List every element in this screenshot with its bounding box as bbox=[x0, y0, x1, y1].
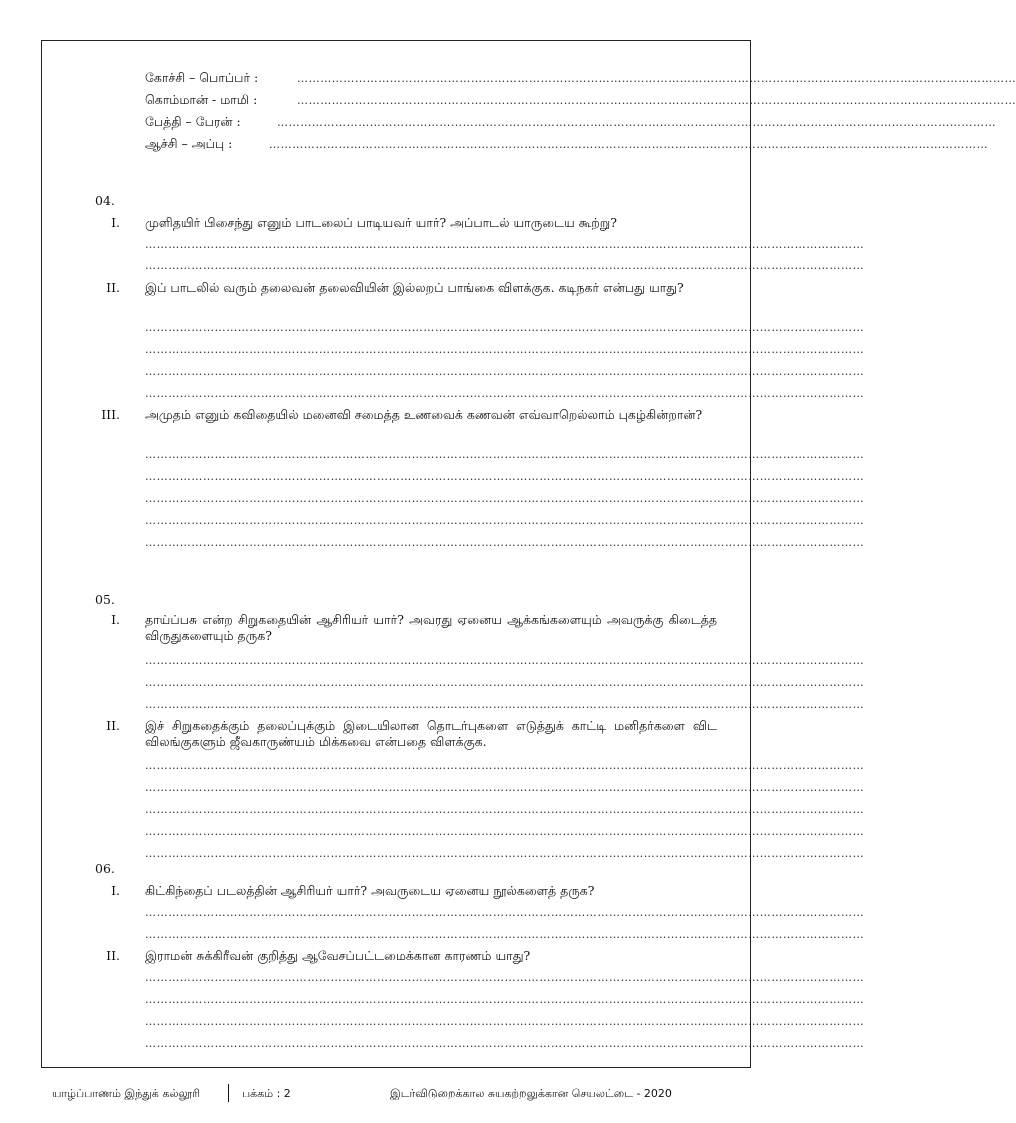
section-number: 06. bbox=[95, 861, 115, 876]
answer-line[interactable]: …………………………………………………………………………………………………………………………………………………………………… bbox=[145, 803, 865, 816]
answer-line[interactable]: …………………………………………………………………………………………………………………………………………………………………… bbox=[145, 993, 865, 1006]
question-numeral: II. bbox=[106, 280, 120, 295]
footer-separator bbox=[228, 1084, 229, 1102]
answer-line[interactable]: …………………………………………………………………………………………………………………………………………………………………… bbox=[145, 514, 865, 527]
answer-line[interactable]: …………………………………………………………………………………………………………………………………………………………………… bbox=[145, 698, 865, 711]
answer-line[interactable]: …………………………………………………………………………………………………………………………………………………………………… bbox=[145, 492, 865, 505]
answer-line[interactable]: …………………………………………………………………………………………………………………………………………………………………… bbox=[145, 387, 865, 400]
answer-line[interactable]: …………………………………………………………………………………………………………………………………………………………………… bbox=[145, 470, 865, 483]
question-text: கிட்கிந்தைப் படலத்தின் ஆசிரியர் யார்? அவருடைய ஏனைய நூல்களைத் தருக? bbox=[145, 883, 595, 898]
section-number: 04. bbox=[95, 193, 115, 208]
relation-answer-line[interactable]: …………………………………………………………………………………………………………………………………………………………………… bbox=[277, 116, 997, 129]
answer-line[interactable]: …………………………………………………………………………………………………………………………………………………………………… bbox=[145, 781, 865, 794]
answer-line[interactable]: …………………………………………………………………………………………………………………………………………………………………… bbox=[145, 847, 865, 860]
question-text: முளிதயிர் பிசைந்து எனும் பாடலைப் பாடியவர் யார்? அப்பாடல் யாருடைய கூற்று? bbox=[145, 215, 617, 230]
answer-line[interactable]: …………………………………………………………………………………………………………………………………………………………………… bbox=[145, 759, 865, 772]
answer-line[interactable]: …………………………………………………………………………………………………………………………………………………………………… bbox=[145, 259, 865, 272]
question-numeral: I. bbox=[111, 215, 120, 230]
answer-line[interactable]: …………………………………………………………………………………………………………………………………………………………………… bbox=[145, 365, 865, 378]
answer-line[interactable]: …………………………………………………………………………………………………………………………………………………………………… bbox=[145, 676, 865, 689]
section-number: 05. bbox=[95, 592, 115, 607]
question-numeral: III. bbox=[101, 407, 120, 422]
answer-line[interactable]: …………………………………………………………………………………………………………………………………………………………………… bbox=[145, 971, 865, 984]
answer-line[interactable]: …………………………………………………………………………………………………………………………………………………………………… bbox=[145, 928, 865, 941]
relation-answer-line[interactable]: …………………………………………………………………………………………………………………………………………………………………… bbox=[297, 94, 1016, 107]
footer-page-number: பக்கம் : 2 bbox=[242, 1087, 291, 1100]
relation-label: பேத்தி – பேரன் : bbox=[145, 114, 241, 129]
answer-line[interactable]: …………………………………………………………………………………………………………………………………………………………………… bbox=[145, 1015, 865, 1028]
relation-label: கோச்சி – பொப்பர் : bbox=[145, 70, 259, 85]
answer-line[interactable]: …………………………………………………………………………………………………………………………………………………………………… bbox=[145, 536, 865, 549]
question-text: இப் பாடலில் வரும் தலைவன் தலைவியின் இல்லறப் பாங்கை விளக்குக. கடிநகர் என்பது யாது? bbox=[145, 280, 684, 295]
relation-answer-line[interactable]: …………………………………………………………………………………………………………………………………………………………………… bbox=[269, 138, 989, 151]
footer-document-title: இடர்விடுறைக்கால சுயகற்றலுக்கான செயலட்டை - 2020 bbox=[390, 1087, 672, 1100]
footer-school-name: யாழ்ப்பாணம் இந்துக் கல்லூரி bbox=[52, 1087, 200, 1100]
question-numeral: II. bbox=[106, 718, 120, 733]
answer-line[interactable]: …………………………………………………………………………………………………………………………………………………………………… bbox=[145, 1037, 865, 1050]
question-text: தாய்ப்பசு என்ற சிறுகதையின் ஆசிரியர் யார்? அவரது ஏனைய ஆக்கங்களையும் அவருக்கு கிடைத்த விருதுகளையும் தருக? bbox=[145, 612, 717, 643]
relation-label: ஆச்சி – அப்பு : bbox=[145, 136, 233, 151]
answer-line[interactable]: …………………………………………………………………………………………………………………………………………………………………… bbox=[145, 343, 865, 356]
question-text: இச் சிறுகதைக்கும் தலைப்புக்கும் இடையிலான தொடர்புகளை எடுத்துக் காட்டி மனிதர்களை விட விலங்குகளும் ஜீவகாருண்யம் மிக்கவை என்பதை விளக்குக. bbox=[145, 718, 717, 749]
answer-line[interactable]: …………………………………………………………………………………………………………………………………………………………………… bbox=[145, 654, 865, 667]
answer-line[interactable]: …………………………………………………………………………………………………………………………………………………………………… bbox=[145, 448, 865, 461]
answer-line[interactable]: …………………………………………………………………………………………………………………………………………………………………… bbox=[145, 238, 865, 251]
question-text: இராமன் சுக்கிரீவன் குறித்து ஆவேசப்பட்டமைக்கான காரணம் யாது? bbox=[145, 948, 531, 963]
question-text: அமுதம் எனும் கவிதையில் மனைவி சமைத்த உணவைக் கணவன் எவ்வாறெல்லாம் புகழ்கின்றான்? bbox=[145, 407, 703, 422]
relation-label: கொம்மான் - மாமி : bbox=[145, 92, 258, 107]
question-numeral: I. bbox=[111, 883, 120, 898]
answer-line[interactable]: …………………………………………………………………………………………………………………………………………………………………… bbox=[145, 906, 865, 919]
answer-line[interactable]: …………………………………………………………………………………………………………………………………………………………………… bbox=[145, 321, 865, 334]
relation-answer-line[interactable]: …………………………………………………………………………………………………………………………………………………………………… bbox=[297, 72, 1016, 85]
question-numeral: II. bbox=[106, 948, 120, 963]
answer-line[interactable]: …………………………………………………………………………………………………………………………………………………………………… bbox=[145, 825, 865, 838]
question-numeral: I. bbox=[111, 612, 120, 627]
